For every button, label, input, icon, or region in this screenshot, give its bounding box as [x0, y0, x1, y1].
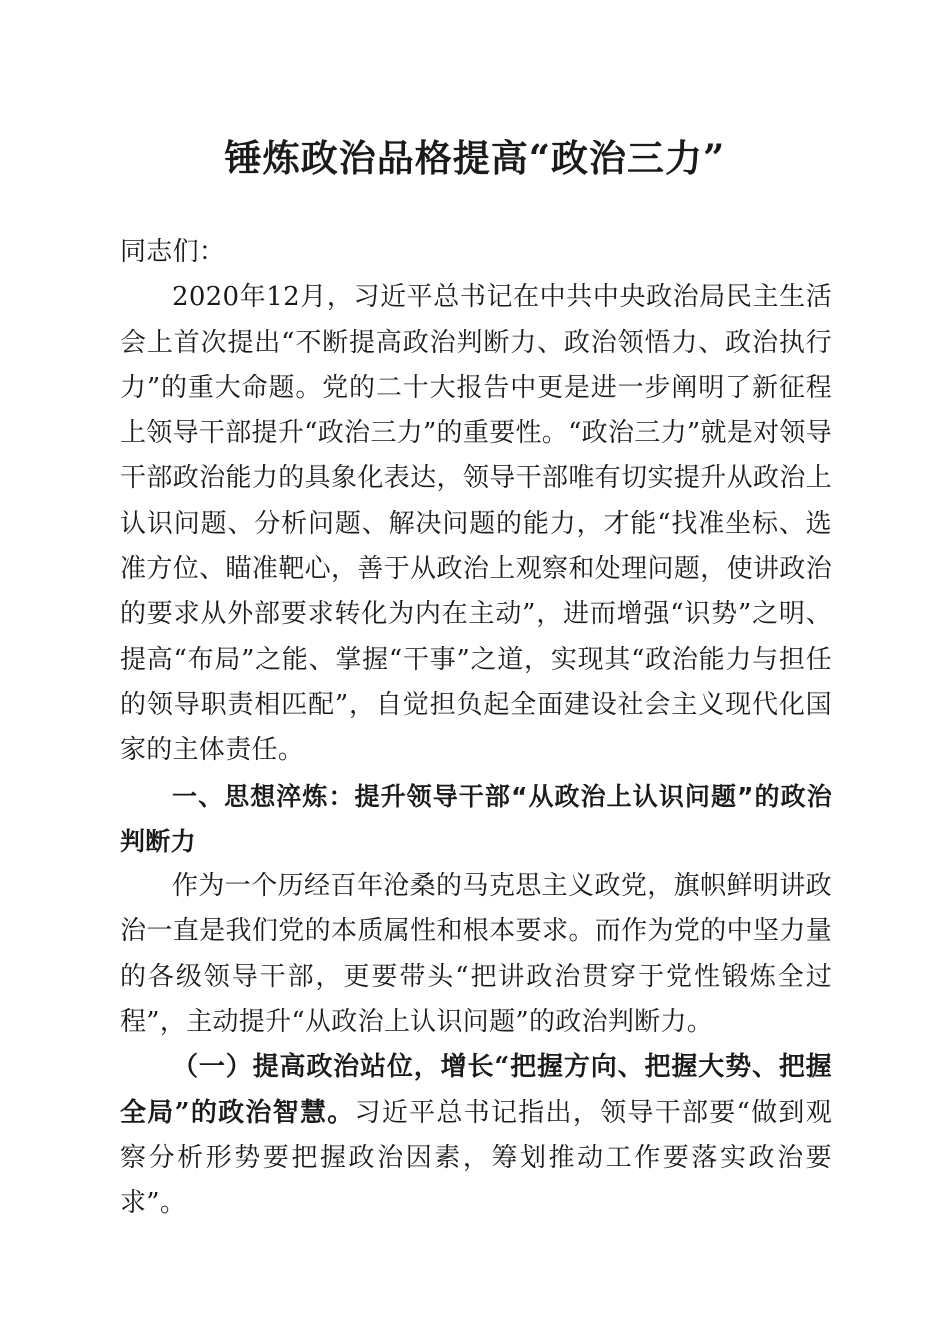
paragraph-intro: 2020年12月，习近平总书记在中共中央政治局民主生活会上首次提出“不断提高政治判断力、政治领悟力、政治执行力”的重大命题。党的二十大报告中更是进一步阐明了新征程上领导干部提升“政治三力”的重要性。“政治三力”就是对领导干部政治能力的具象化表达，领导干部唯有切实提升从政治上认识问题、分析问题、解决问题的能力，才能“找准坐标、选准方位、瞄准靶心，善于从政治上观察和处理问题，使讲政治的要求从外部要求转化为内在主动”，进而增强“识势”之明、提高“布局”之能、掌握“干事”之道，实现其“政治能力与担任的领导职责相匹配”，自觉担负起全面建设社会主义现代化国家的主体责任。 — [120, 282, 832, 766]
section-heading-1: 一、思想淬炼：提升领导干部“从政治上认识问题”的政治判断力 — [120, 781, 832, 856]
subsection-text-1: 习近平总书记指出，领导干部要“做到观察分析形势要把握政治因素，筹划推动工作要落实政治要求”。 — [120, 1097, 832, 1219]
document-title: 锤炼政治品格提高“政治三力” — [224, 136, 726, 180]
paragraph-section-1: 作为一个历经百年沧桑的马克思主义政党，旗帜鲜明讲政治一直是我们党的本质属性和根本要求。而作为党的中坚力量的各级领导干部，更要带头“把讲政治贯穿于党性锻炼全过程”，主动提升“从政治上认识问题”的政治判断力。 — [120, 871, 832, 1038]
document-body — [120, 230, 832, 1227]
subsection-heading-1: （一）提高政治站位，增长“把握方向、把握大势、把握全局”的政治智慧。 — [120, 1052, 832, 1128]
paragraph-subsection-1 — [120, 1045, 832, 1226]
salutation: 同志们： — [120, 237, 226, 267]
